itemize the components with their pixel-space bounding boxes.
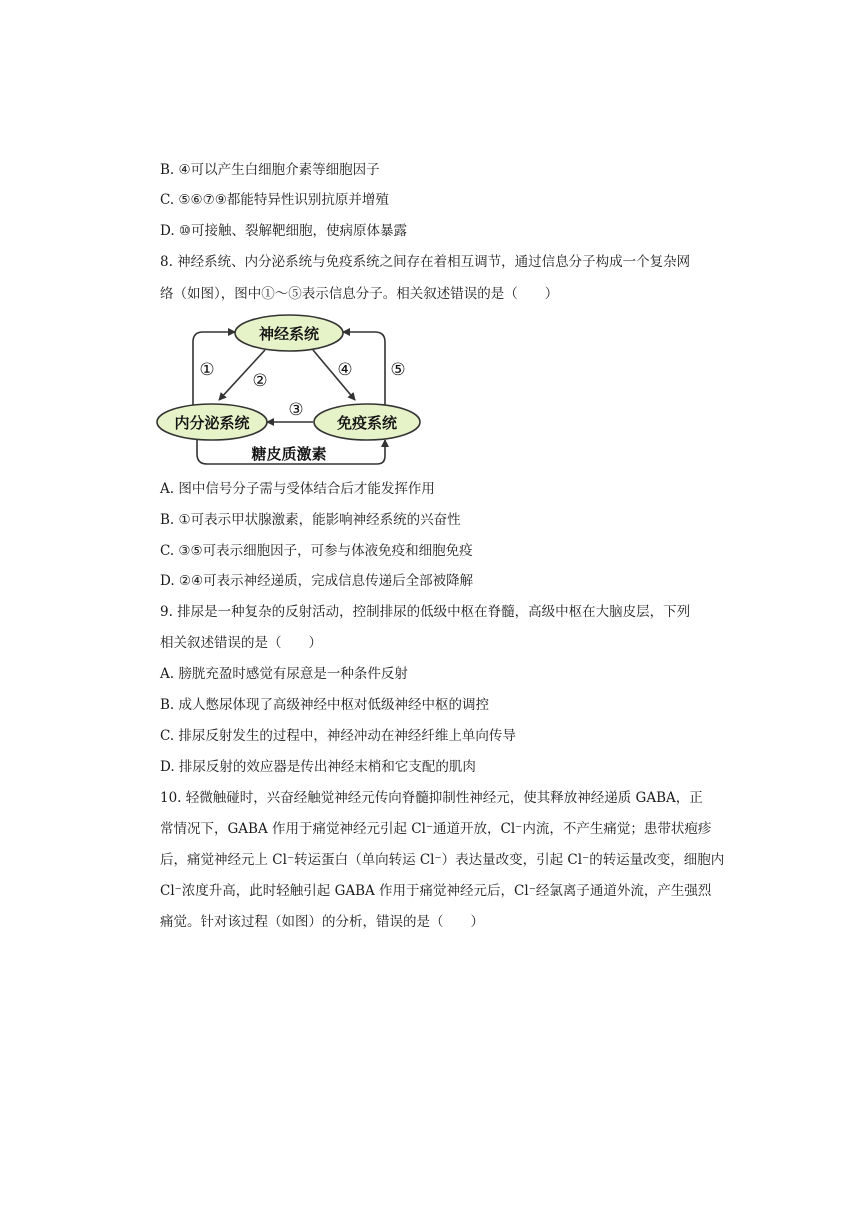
q8-stem-line2: 络（如图），图中①～⑤表示信息分子。相关叙述错误的是（ ） (160, 286, 559, 302)
q9-option-c: C. 排尿反射发生的过程中，神经冲动在神经纤维上单向传导 (160, 728, 516, 744)
q10-line3: 后，痛觉神经元上 Cl⁻转运蛋白（单向转运 Cl⁻）表达量改变，引起 Cl⁻的转运量改变，细胞内 (160, 852, 725, 868)
q10-line4: Cl⁻浓度升高，此时轻触引起 GABA 作用于痛觉神经元后，Cl⁻经氯离子通道外流，产生强烈 (160, 883, 712, 899)
q7-option-c: C. ⑤⑥⑦⑨都能特异性识别抗原并增殖 (160, 192, 389, 208)
label-5: ⑤ (390, 360, 406, 380)
q10-line2: 常情况下，GABA 作用于痛觉神经元引起 Cl⁻通道开放，Cl⁻内流，不产生痛觉；患带状疱疹 (160, 821, 712, 837)
label-4: ④ (337, 360, 353, 380)
q8-option-d: D. ②④可表示神经递质，完成信息传递后全部被降解 (160, 573, 474, 589)
q8-diagram (155, 312, 435, 472)
q8-option-c: C. ③⑤可表示细胞因子，可参与体液免疫和细胞免疫 (160, 543, 473, 559)
q9-option-a: A. 膀胱充盈时感觉有尿意是一种条件反射 (160, 666, 408, 682)
q9-option-d: D. 排尿反射的效应器是传出神经末梢和它支配的肌肉 (160, 759, 476, 775)
glucocorticoid-label: 糖皮质激素 (251, 445, 327, 463)
q9-stem-line2: 相关叙述错误的是（ ） (160, 635, 322, 651)
label-2: ② (252, 371, 268, 391)
q8-stem-line1: 8. 神经系统、内分泌系统与免疫系统之间存在着相互调节，通过信息分子构成一个复杂网 (160, 254, 691, 270)
node-endocrine-label: 内分泌系统 (174, 414, 250, 432)
q7-option-b: B. ④可以产生白细胞介素等细胞因子 (160, 162, 380, 178)
q9-option-b: B. 成人憋尿体现了高级神经中枢对低级神经中枢的调控 (160, 697, 490, 713)
q10-line1: 10. 轻微触碰时，兴奋经触觉神经元传向脊髓抑制性神经元，使其释放神经递质 GABA，正 (160, 790, 703, 806)
q7-option-d: D. ⑩可接触、裂解靶细胞，使病原体暴露 (160, 223, 408, 239)
q9-stem-line1: 9. 排尿是一种复杂的反射活动，控制排尿的低级中枢在脊髓，高级中枢在大脑皮层，下列 (160, 604, 691, 620)
label-1: ① (199, 360, 215, 380)
q10-line5: 痛觉。针对该过程（如图）的分析，错误的是（ ） (160, 914, 484, 930)
node-immune-label: 免疫系统 (336, 414, 398, 432)
label-3: ③ (288, 400, 304, 420)
node-nervous-label: 神经系统 (258, 325, 320, 343)
regulation-network-diagram (155, 312, 435, 472)
q8-option-b: B. ①可表示甲状腺激素，能影响神经系统的兴奋性 (160, 512, 461, 528)
q8-option-a: A. 图中信号分子需与受体结合后才能发挥作用 (160, 481, 435, 497)
